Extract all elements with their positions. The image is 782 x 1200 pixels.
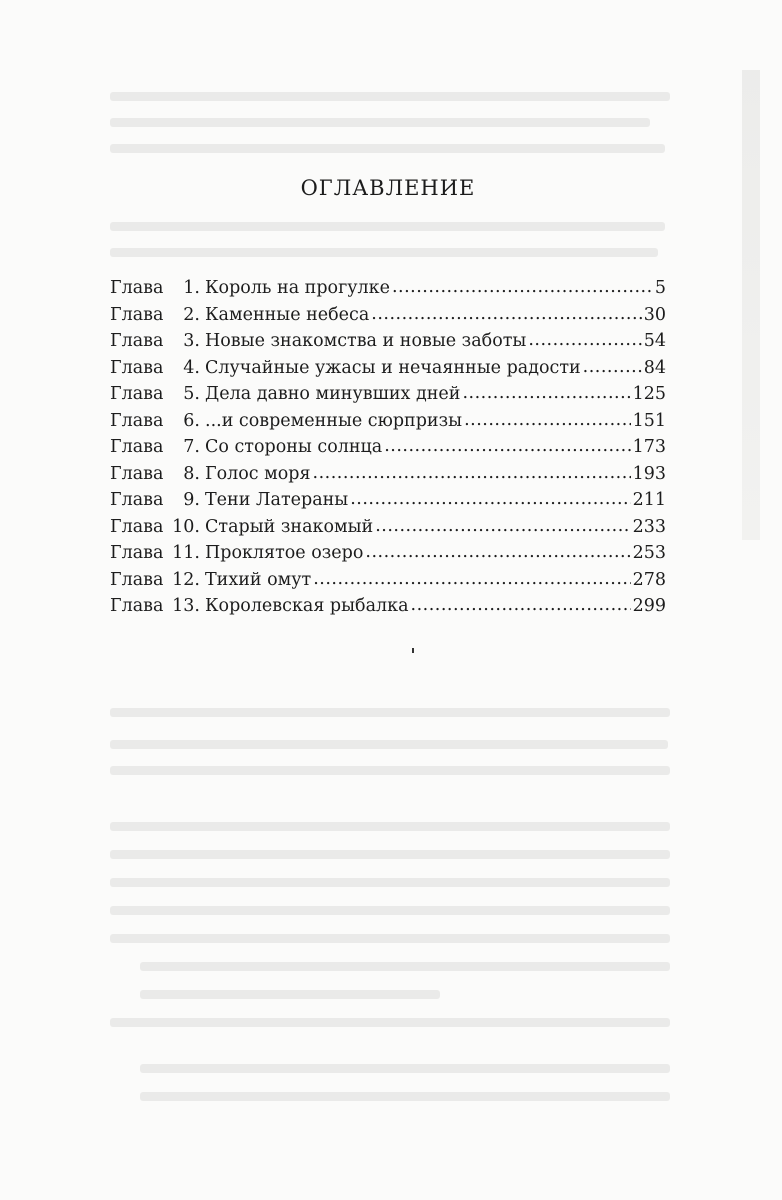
chapter-number: 2. — [183, 304, 200, 325]
chapter-label: Глава — [110, 331, 164, 351]
chapter-label: Глава — [110, 304, 164, 325]
ghost-line — [110, 118, 650, 127]
chapter-label: Глава — [110, 490, 164, 510]
chapter-label: Глава — [110, 437, 164, 457]
chapter-title: Новые знакомства и новые заботы — [205, 331, 527, 351]
chapter-title: Король на прогулке — [205, 278, 390, 298]
toc-entry[interactable] — [110, 384, 666, 411]
stray-ink-mark — [412, 648, 414, 653]
page-number: 54 — [643, 331, 666, 351]
chapter-label: Глава — [110, 384, 164, 404]
page-number: 233 — [632, 516, 666, 537]
chapter-title: Случайные ужасы и нечаянные радости — [205, 357, 581, 378]
chapter-number: 6. — [183, 410, 200, 431]
ghost-line — [110, 878, 670, 887]
dot-leader — [350, 489, 630, 509]
page-number: 211 — [632, 490, 666, 510]
toc-entry[interactable] — [110, 596, 666, 623]
chapter-number: 4. — [183, 357, 200, 378]
chapter-number: 11. — [172, 543, 200, 563]
page-number: 30 — [643, 304, 666, 325]
page-number: 84 — [643, 357, 666, 378]
ghost-line — [110, 92, 670, 101]
page-number: 253 — [632, 543, 666, 563]
page-number: 173 — [632, 437, 666, 457]
chapter-title: Дела давно минувших дней — [205, 384, 461, 404]
ghost-line — [110, 144, 665, 153]
page-number: 278 — [632, 569, 666, 590]
chapter-number: 5. — [183, 384, 200, 404]
ghost-line — [140, 1064, 670, 1073]
chapter-title: Королевская рыбалка — [205, 596, 409, 616]
ghost-line — [110, 766, 670, 775]
chapter-number: 9. — [183, 490, 200, 510]
toc-entry[interactable] — [110, 490, 666, 517]
ghost-line — [140, 962, 670, 971]
page-edge-shadow — [742, 70, 760, 540]
dot-leader — [384, 436, 630, 456]
chapter-title: Тени Латераны — [205, 490, 349, 510]
toc-entry[interactable] — [110, 411, 666, 438]
chapter-number: 13. — [172, 596, 200, 616]
chapter-label: Глава — [110, 463, 164, 484]
dot-leader — [583, 357, 642, 377]
ghost-line — [110, 850, 670, 859]
chapter-label: Глава — [110, 278, 164, 298]
chapter-number: 3. — [183, 331, 200, 351]
page-number: 151 — [632, 410, 666, 431]
chapter-number: 12. — [172, 569, 200, 590]
dot-leader — [462, 383, 630, 403]
chapter-number: 8. — [183, 463, 200, 484]
chapter-title: Каменные небеса — [205, 304, 370, 325]
toc-entry[interactable] — [110, 331, 666, 358]
toc-entry[interactable] — [110, 437, 666, 464]
chapter-label: Глава — [110, 410, 164, 431]
chapter-label: Глава — [110, 543, 164, 563]
toc-entry[interactable] — [110, 278, 666, 305]
chapter-number: 10. — [172, 516, 200, 537]
toc-heading: ОГЛАВЛЕНИЕ — [300, 176, 476, 200]
dot-leader — [375, 516, 630, 536]
dot-leader — [464, 410, 631, 430]
ghost-line — [110, 934, 670, 943]
dot-leader — [365, 542, 630, 562]
page-number: 125 — [632, 384, 666, 404]
chapter-label: Глава — [110, 569, 164, 590]
chapter-label: Глава — [110, 357, 164, 378]
toc-entry[interactable] — [110, 570, 666, 597]
dot-leader — [528, 330, 641, 350]
dot-leader — [313, 463, 631, 483]
page-number: 5 — [654, 278, 666, 298]
ghost-line — [110, 708, 670, 717]
dot-leader — [392, 277, 653, 297]
ghost-line — [110, 906, 670, 915]
chapter-label: Глава — [110, 516, 164, 537]
chapter-number: 1. — [183, 278, 200, 298]
chapter-title: Голос моря — [205, 463, 311, 484]
page-number: 299 — [632, 596, 666, 616]
ghost-line — [140, 1092, 670, 1101]
chapter-title: Тихий омут — [205, 569, 312, 590]
toc-entry[interactable] — [110, 464, 666, 491]
table-of-contents — [110, 176, 666, 623]
chapter-number: 7. — [183, 437, 200, 457]
chapter-title: Проклятое озеро — [205, 543, 364, 563]
toc-entry[interactable] — [110, 517, 666, 544]
toc-entry[interactable] — [110, 305, 666, 332]
chapter-label: Глава — [110, 596, 164, 616]
toc-entry[interactable] — [110, 543, 666, 570]
dot-leader — [371, 304, 641, 324]
ghost-line — [110, 822, 670, 831]
ghost-line — [110, 740, 668, 749]
toc-entry[interactable] — [110, 358, 666, 385]
page-number: 193 — [632, 463, 666, 484]
chapter-title: Старый знакомый — [205, 516, 374, 537]
ghost-line — [110, 1018, 670, 1027]
chapter-title: ...и современные сюрпризы — [205, 410, 463, 431]
toc-entry-list — [110, 278, 666, 623]
ghost-line — [140, 990, 440, 999]
dot-leader — [411, 595, 631, 615]
chapter-title: Со стороны солнца — [205, 437, 383, 457]
dot-leader — [313, 569, 630, 589]
